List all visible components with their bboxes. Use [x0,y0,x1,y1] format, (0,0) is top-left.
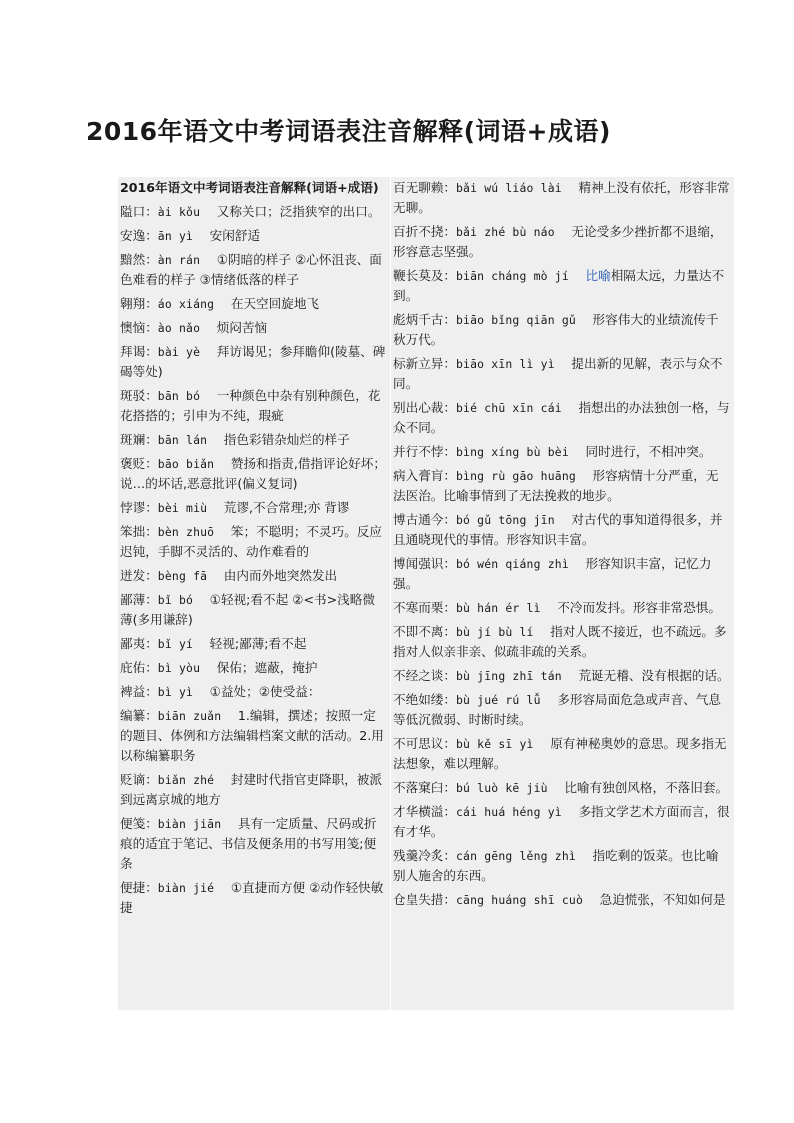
entry-pinyin: bèn zhuō [157,525,215,539]
entry-pinyin: bì yì [157,685,194,699]
entry-pinyin: biāo xīn lì yì [455,357,555,371]
biyu-link[interactable]: 比喻 [585,268,611,283]
entry-definition: 多指文学艺术方面而言，很有才华。 [393,804,730,839]
list-item [391,689,734,733]
entry-pinyin: bǐ yí [157,637,194,651]
entry-pinyin: bó gǔ tōng jīn [455,513,555,527]
list-item [391,733,734,777]
entry-definition: 轻视;鄙薄;看不起 [209,636,307,651]
list-item [118,341,390,385]
entry-definition: 荒诞无稽、没有根据的话。 [578,668,730,683]
entry-definition: 拜访谒见；参拜瞻仰(陵墓、碑碣等处) [120,344,386,379]
entry-word: 彪炳千古： [393,312,456,327]
entry-pinyin: bǎi wú liáo lài [455,181,562,195]
list-item [391,889,734,913]
entry-pinyin: biān zuǎn [157,709,222,723]
entry-definition: 不冷而发抖。形容非常恐惧。 [557,600,721,615]
entry-definition: 形容病情十分严重，无法医治。比喻事情到了无法挽救的地步。 [393,468,719,503]
list-item [391,665,734,689]
right-column [391,177,734,1010]
list-item [391,777,734,801]
list-item [391,845,734,889]
entry-word: 懊恼： [120,320,158,335]
entry-definition: 指色彩错杂灿烂的样子 [223,432,350,447]
list-item [391,177,734,221]
entry-pinyin: bìng rù gāo huāng [455,469,576,483]
entry-pinyin: bù jīng zhī tán [455,669,562,683]
entry-definition: 保佑；遮蔽，掩护 [216,660,318,675]
entry-definition: 原有神秘奥妙的意思。现多指无法想象，难以理解。 [393,736,727,771]
entry-definition: 急迫慌张，不知如何是 [599,892,726,907]
entry-word: 博闻强识： [393,556,456,571]
entry-pinyin: biān cháng mò jí [455,269,569,283]
list-item [391,265,734,309]
entry-pinyin: ān yì [157,229,194,243]
entry-word: 庇佑： [120,660,158,675]
entry-pinyin: biǎn zhé [157,773,215,787]
list-item [118,497,390,521]
list-item [118,201,390,225]
entry-word: 才华横溢： [393,804,456,819]
entry-definition: 由内而外地突然发出 [223,568,338,583]
entry-word: 鄙薄： [120,592,158,607]
entry-pinyin: ài kǒu [157,205,201,219]
entry-word: 裨益： [120,684,158,699]
entry-pinyin: biāo bǐng qiān gǔ [455,313,576,327]
entry-definition: 对古代的事知道得很多，并且通晓现代的事情。形容知识丰富。 [393,512,723,547]
list-item [391,397,734,441]
entry-pinyin: bǐ bó [157,593,194,607]
entry-definition: 1.编辑，撰述；按照一定的题目、体例和方法编辑档案文献的活动。2.用以称编纂职务 [120,708,384,763]
entry-pinyin: biàn jiān [157,817,222,831]
left-column [118,177,390,1010]
entry-definition: 提出新的见解，表示与众不同。 [393,356,723,391]
entry-word: 便笺： [120,816,158,831]
entry-word: 鞭长莫及： [393,268,456,283]
entry-definition: 比喻有独创风格，不落旧套。 [564,780,729,795]
list-item [391,801,734,845]
entry-definition: 多形容局面危急或声音、气息等低沉微弱、时断时续。 [393,692,721,727]
entry-word: 并行不悖： [393,444,456,459]
list-item [118,521,390,565]
entry-word: 不落窠臼： [393,780,456,795]
entry-pinyin: bài yè [157,345,201,359]
entry-definition: 在天空回旋地飞 [230,296,319,311]
entry-word: 悖谬： [120,500,158,515]
entry-pinyin: bāo biǎn [157,457,215,471]
entry-word: 黯然： [120,252,158,267]
list-item [118,249,390,293]
entry-definition: 指想出的办法独创一格，与众不同。 [393,400,730,435]
list-item [391,621,734,665]
entry-definition: 指对人既不接近，也不疏远。多指对人似亲非亲、似疏非疏的关系。 [393,624,727,659]
entry-word: 病入膏肓： [393,468,456,483]
entry-word: 隘口： [120,204,158,219]
entry-word: 安逸： [120,228,158,243]
entry-definition: 荒谬,不合常理;亦 背谬 [223,500,350,515]
entry-word: 翱翔： [120,296,158,311]
entry-definition: 赞扬和指责,借指评论好坏；说…的坏话,恶意批评(偏义复词) [120,456,386,491]
entry-word: 仓皇失措： [393,892,456,907]
list-item [391,309,734,353]
list-item [118,385,390,429]
list-item [118,705,390,769]
list-item [391,509,734,553]
list-item [118,877,390,921]
entry-word: 别出心裁： [393,400,456,415]
entry-definition: 相隔太远，力量达不到。 [393,268,725,303]
entry-pinyin: bǎi zhé bù náo [455,225,555,239]
list-item [118,633,390,657]
list-item [118,565,390,589]
entry-definition: 安闲舒适 [209,228,261,243]
list-item [118,429,390,453]
entry-pinyin: bù hán ér lì [455,601,541,615]
entry-pinyin: cāng huáng shī cuò [455,893,584,907]
list-item [118,681,390,705]
page-title: 2016年语文中考词语表注音解释(词语+成语) [86,117,611,146]
entry-definition: 指吃剩的饭菜。也比喻别人施舍的东西。 [393,848,719,883]
entry-pinyin: bèng fā [157,569,208,583]
entry-pinyin: ào nǎo [157,321,201,335]
entry-definition: 烦闷苦恼 [216,320,268,335]
entry-word: 斑驳： [120,388,158,403]
list-item [118,453,390,497]
entry-word: 残羹冷炙： [393,848,456,863]
entry-pinyin: cán gēng lěng zhì [455,849,576,863]
list-item [118,225,390,249]
entry-definition: 具有一定质量、尺码或折痕的适宜于笔记、书信及便条用的书写用笺;便条 [120,816,377,871]
entry-word: 迸发： [120,568,158,583]
list-item [118,813,390,877]
entry-definition: ①直捷而方便 ②动作轻快敏捷 [120,880,384,915]
entry-word: 不寒而栗： [393,600,456,615]
entry-word: 便捷： [120,880,158,895]
entry-definition: 封建时代指官吏降职，被派到远离京城的地方 [120,772,382,807]
entry-pinyin: bú luò kē jiù [455,781,548,795]
entry-word: 笨拙： [120,524,158,539]
entry-definition: ①阴暗的样子 ②心怀沮丧、面色难看的样子 ③情绪低落的样子 [120,252,382,287]
entry-definition: ①益处；②使受益： [209,684,321,699]
entry-pinyin: bó wén qiáng zhì [455,557,569,571]
entry-definition: 无论受多少挫折都不退缩，形容意志坚强。 [393,224,723,259]
entry-definition: 形容伟大的业绩流传千秋万代。 [393,312,719,347]
entry-definition: 形容知识丰富，记忆力强。 [393,556,712,591]
entry-pinyin: cái huá héng yì [455,805,562,819]
entry-definition: 同时进行，不相冲突。 [585,444,712,459]
entry-word: 百无聊赖： [393,180,456,195]
entry-pinyin: áo xiáng [157,297,215,311]
list-item [391,553,734,597]
entry-pinyin: bì yòu [157,661,201,675]
entry-definition: 笨；不聪明；不灵巧。反应迟钝，手脚不灵活的、动作难看的 [120,524,382,559]
entry-pinyin: bìng xíng bù bèi [455,445,569,459]
entry-word: 拜谒： [120,344,158,359]
list-item [118,293,390,317]
entry-word: 贬谪： [120,772,158,787]
entry-word: 标新立异： [393,356,456,371]
entry-word: 百折不挠： [393,224,456,239]
entry-pinyin: bù jí bù lí [455,625,534,639]
entry-definition: 又称关口；泛指狭窄的出口。 [216,204,381,219]
entry-definition: 一种颜色中杂有别种颜色，花花搭搭的；引申为不纯，瑕疵 [120,388,381,423]
entry-word: 博古通今： [393,512,456,527]
entry-word: 不可思议： [393,736,456,751]
entry-word: 不即不离： [393,624,456,639]
list-item [391,597,734,621]
entry-pinyin: bān bó [157,389,201,403]
list-item [391,441,734,465]
list-item [391,221,734,265]
list-item [118,657,390,681]
entry-word: 编纂： [120,708,158,723]
entry-definition: 精神上没有依托，形容非常无聊。 [393,180,730,215]
entry-word: 斑斓： [120,432,158,447]
list-item [391,465,734,509]
entry-pinyin: bān lán [157,433,208,447]
list-item [391,353,734,397]
entry-word: 不经之谈： [393,668,456,683]
entry-word: 鄙夷： [120,636,158,651]
list-item [118,769,390,813]
entry-pinyin: bù jué rú lǚ [455,693,541,707]
entry-word: 不绝如缕： [393,692,456,707]
entry-pinyin: àn rán [157,253,201,267]
list-item [118,317,390,341]
entry-pinyin: biàn jié [157,881,215,895]
entry-pinyin: bèi miù [157,501,208,515]
table-heading: 2016年语文中考词语表注音解释(词语+成语) [120,180,379,195]
entry-pinyin: bù kě sī yì [455,737,534,751]
entry-word: 褒贬： [120,456,158,471]
entry-pinyin: bié chū xīn cái [455,401,562,415]
entry-definition: ①轻视;看不起 ②<书>浅略微薄(多用谦辞) [120,592,375,627]
list-item [118,589,390,633]
